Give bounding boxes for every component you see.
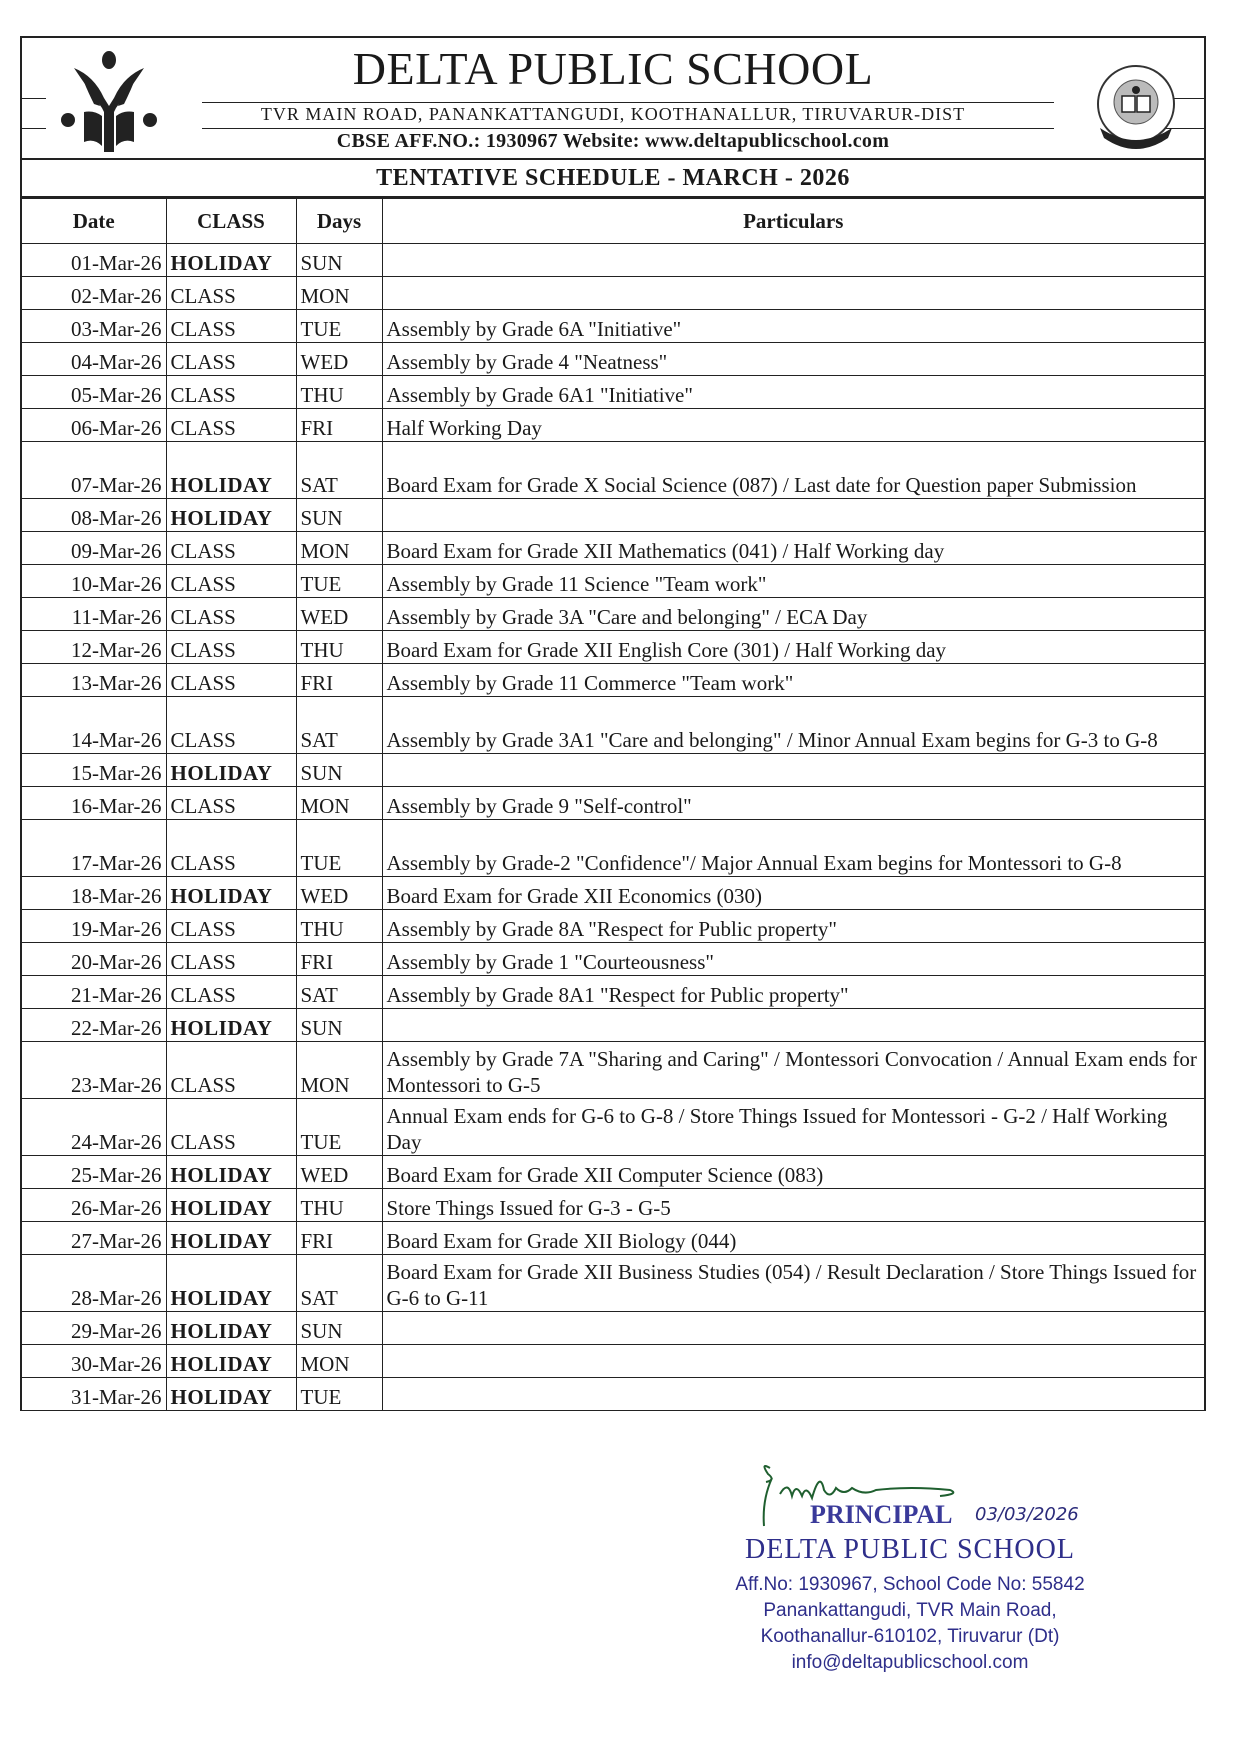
stamp-address-line1: Panankattangudi, TVR Main Road, — [763, 1600, 1057, 1621]
particulars-cell: Assembly by Grade 6A "Initiative" — [382, 310, 1204, 343]
particulars-cell: Half Working Day — [382, 409, 1204, 442]
date-cell: 01-Mar-26 — [22, 244, 166, 277]
date-cell: 18-Mar-26 — [22, 877, 166, 910]
column-header-particulars: Particulars — [382, 199, 1204, 244]
column-header-date: Date — [22, 199, 166, 244]
date-cell: 05-Mar-26 — [22, 376, 166, 409]
date-cell: 19-Mar-26 — [22, 910, 166, 943]
class-cell: HOLIDAY — [166, 442, 296, 499]
date-cell: 14-Mar-26 — [22, 697, 166, 754]
day-cell: SUN — [296, 244, 382, 277]
table-row — [22, 1189, 1204, 1222]
particulars-cell: Assembly by Grade 3A1 "Care and belonging" / Minor Annual Exam begins for G-3 to G-8 — [382, 697, 1204, 754]
table-row — [22, 1378, 1204, 1411]
day-cell: THU — [296, 1189, 382, 1222]
stamp-address-line2: Koothanallur-610102, Tiruvarur (Dt) — [760, 1626, 1060, 1647]
table-row — [22, 820, 1204, 877]
day-cell: MON — [296, 787, 382, 820]
table-row — [22, 565, 1204, 598]
date-cell: 20-Mar-26 — [22, 943, 166, 976]
date-cell: 13-Mar-26 — [22, 664, 166, 697]
cbse-seal-icon — [1090, 60, 1182, 152]
class-cell: CLASS — [166, 376, 296, 409]
class-cell: HOLIDAY — [166, 1255, 296, 1312]
table-row — [22, 754, 1204, 787]
table-row — [22, 277, 1204, 310]
particulars-cell: Board Exam for Grade XII Economics (030) — [382, 877, 1204, 910]
day-cell: THU — [296, 376, 382, 409]
table-row — [22, 877, 1204, 910]
class-cell: CLASS — [166, 1099, 296, 1156]
class-cell: CLASS — [166, 910, 296, 943]
day-cell: MON — [296, 1042, 382, 1099]
particulars-cell: Assembly by Grade 8A "Respect for Public property" — [382, 910, 1204, 943]
header-rule — [22, 128, 46, 129]
particulars-cell: Assembly by Grade-2 "Confidence"/ Major Annual Exam begins for Montessori to G-8 — [382, 820, 1204, 877]
table-row — [22, 532, 1204, 565]
class-cell: HOLIDAY — [166, 1222, 296, 1255]
class-cell: CLASS — [166, 409, 296, 442]
table-row — [22, 631, 1204, 664]
schedule-table — [22, 198, 1204, 1411]
table-row — [22, 1255, 1204, 1312]
header-rule — [202, 128, 1054, 129]
day-cell: SAT — [296, 697, 382, 754]
date-cell: 29-Mar-26 — [22, 1312, 166, 1345]
date-cell: 27-Mar-26 — [22, 1222, 166, 1255]
class-cell: CLASS — [166, 697, 296, 754]
class-cell: HOLIDAY — [166, 1345, 296, 1378]
particulars-cell: Annual Exam ends for G-6 to G-8 / Store Things Issued for Montessori - G-2 / Half Working Day — [382, 1099, 1204, 1156]
class-cell: HOLIDAY — [166, 1156, 296, 1189]
table-row — [22, 310, 1204, 343]
particulars-cell — [382, 244, 1204, 277]
column-header-days: Days — [296, 199, 382, 244]
particulars-cell: Store Things Issued for G-3 - G-5 — [382, 1189, 1204, 1222]
table-row — [22, 1222, 1204, 1255]
day-cell: MON — [296, 1345, 382, 1378]
table-header-row — [22, 199, 1204, 244]
particulars-cell — [382, 277, 1204, 310]
date-cell: 15-Mar-26 — [22, 754, 166, 787]
header-rule — [22, 98, 46, 99]
particulars-cell: Board Exam for Grade XII Computer Science (083) — [382, 1156, 1204, 1189]
table-row — [22, 409, 1204, 442]
class-cell: CLASS — [166, 787, 296, 820]
table-row — [22, 787, 1204, 820]
table-row — [22, 244, 1204, 277]
date-cell: 21-Mar-26 — [22, 976, 166, 1009]
particulars-cell — [382, 754, 1204, 787]
table-row — [22, 910, 1204, 943]
class-cell: CLASS — [166, 943, 296, 976]
particulars-cell: Assembly by Grade 7A "Sharing and Caring" / Montessori Convocation / Annual Exam ends for Montessori to G-5 — [382, 1042, 1204, 1099]
schedule-sheet — [20, 36, 1206, 1411]
class-cell: HOLIDAY — [166, 499, 296, 532]
date-cell: 24-Mar-26 — [22, 1099, 166, 1156]
column-header-class: CLASS — [166, 199, 296, 244]
particulars-cell: Assembly by Grade 9 "Self-control" — [382, 787, 1204, 820]
table-row — [22, 499, 1204, 532]
class-cell: CLASS — [166, 631, 296, 664]
day-cell: TUE — [296, 1378, 382, 1411]
class-cell: HOLIDAY — [166, 1312, 296, 1345]
day-cell: SAT — [296, 976, 382, 1009]
day-cell: SAT — [296, 1255, 382, 1312]
table-row — [22, 1042, 1204, 1099]
class-cell: CLASS — [166, 310, 296, 343]
affiliation-line: CBSE AFF.NO.: 1930967 Website: www.deltapublicschool.com — [336, 130, 890, 152]
class-cell: HOLIDAY — [166, 754, 296, 787]
day-cell: TUE — [296, 565, 382, 598]
date-cell: 08-Mar-26 — [22, 499, 166, 532]
date-cell: 07-Mar-26 — [22, 442, 166, 499]
particulars-cell — [382, 1009, 1204, 1042]
stamp-email: info@deltapublicschool.com — [791, 1652, 1029, 1673]
date-cell: 22-Mar-26 — [22, 1009, 166, 1042]
table-row — [22, 1009, 1204, 1042]
class-cell: HOLIDAY — [166, 1189, 296, 1222]
table-row — [22, 442, 1204, 499]
class-cell: CLASS — [166, 565, 296, 598]
stamp-school-name: DELTA PUBLIC SCHOOL — [745, 1534, 1075, 1565]
letterhead — [22, 38, 1204, 160]
day-cell: SUN — [296, 754, 382, 787]
class-cell: HOLIDAY — [166, 1378, 296, 1411]
day-cell: THU — [296, 631, 382, 664]
day-cell: FRI — [296, 409, 382, 442]
particulars-cell: Assembly by Grade 3A "Care and belonging" / ECA Day — [382, 598, 1204, 631]
date-cell: 09-Mar-26 — [22, 532, 166, 565]
date-cell: 12-Mar-26 — [22, 631, 166, 664]
table-row — [22, 1312, 1204, 1345]
class-cell: CLASS — [166, 976, 296, 1009]
date-cell: 11-Mar-26 — [22, 598, 166, 631]
particulars-cell: Assembly by Grade 1 "Courteousness" — [382, 943, 1204, 976]
particulars-cell — [382, 1378, 1204, 1411]
day-cell: WED — [296, 1156, 382, 1189]
date-cell: 26-Mar-26 — [22, 1189, 166, 1222]
day-cell: FRI — [296, 664, 382, 697]
day-cell: WED — [296, 598, 382, 631]
date-cell: 10-Mar-26 — [22, 565, 166, 598]
table-row — [22, 1156, 1204, 1189]
table-row — [22, 943, 1204, 976]
day-cell: MON — [296, 532, 382, 565]
day-cell: MON — [296, 277, 382, 310]
particulars-cell: Assembly by Grade 11 Science "Team work" — [382, 565, 1204, 598]
stamp-affiliation: Aff.No: 1930967, School Code No: 55842 — [735, 1574, 1085, 1595]
day-cell: FRI — [296, 1222, 382, 1255]
class-cell: CLASS — [166, 598, 296, 631]
date-cell: 03-Mar-26 — [22, 310, 166, 343]
particulars-cell: Assembly by Grade 6A1 "Initiative" — [382, 376, 1204, 409]
schedule-title: TENTATIVE SCHEDULE - MARCH - 2026 — [22, 160, 1204, 198]
date-cell: 06-Mar-26 — [22, 409, 166, 442]
day-cell: THU — [296, 910, 382, 943]
date-cell: 25-Mar-26 — [22, 1156, 166, 1189]
particulars-cell: Assembly by Grade 8A1 "Respect for Public property" — [382, 976, 1204, 1009]
date-cell: 04-Mar-26 — [22, 343, 166, 376]
class-cell: CLASS — [166, 343, 296, 376]
particulars-cell: Board Exam for Grade XII Biology (044) — [382, 1222, 1204, 1255]
day-cell: SUN — [296, 1312, 382, 1345]
header-rule — [202, 102, 1054, 103]
day-cell: WED — [296, 343, 382, 376]
class-cell: CLASS — [166, 1042, 296, 1099]
table-row — [22, 1099, 1204, 1156]
particulars-cell: Assembly by Grade 11 Commerce "Team work" — [382, 664, 1204, 697]
principal-title: PRINCIPAL — [810, 1500, 953, 1529]
table-row — [22, 976, 1204, 1009]
day-cell: SAT — [296, 442, 382, 499]
particulars-cell: Board Exam for Grade XII Mathematics (041) / Half Working day — [382, 532, 1204, 565]
particulars-cell: Assembly by Grade 4 "Neatness" — [382, 343, 1204, 376]
class-cell: CLASS — [166, 277, 296, 310]
particulars-cell: Board Exam for Grade XII Business Studies (054) / Result Declaration / Store Things Issued for G-6 to G-11 — [382, 1255, 1204, 1312]
day-cell: SUN — [296, 499, 382, 532]
date-cell: 02-Mar-26 — [22, 277, 166, 310]
signed-date: 03/03/2026 — [975, 1504, 1079, 1525]
date-cell: 31-Mar-26 — [22, 1378, 166, 1411]
table-row — [22, 598, 1204, 631]
date-cell: 28-Mar-26 — [22, 1255, 166, 1312]
class-cell: HOLIDAY — [166, 877, 296, 910]
day-cell: SUN — [296, 1009, 382, 1042]
class-cell: HOLIDAY — [166, 244, 296, 277]
table-row — [22, 664, 1204, 697]
particulars-cell — [382, 1345, 1204, 1378]
day-cell: WED — [296, 877, 382, 910]
day-cell: TUE — [296, 820, 382, 877]
date-cell: 16-Mar-26 — [22, 787, 166, 820]
school-address: TVR MAIN ROAD, PANANKATTANGUDI, KOOTHANALLUR, TIRUVARUR-DIST — [260, 104, 966, 124]
day-cell: TUE — [296, 1099, 382, 1156]
day-cell: TUE — [296, 310, 382, 343]
class-cell: HOLIDAY — [166, 1009, 296, 1042]
date-cell: 23-Mar-26 — [22, 1042, 166, 1099]
school-name: DELTA PUBLIC SCHOOL — [352, 43, 874, 94]
class-cell: CLASS — [166, 664, 296, 697]
day-cell: FRI — [296, 943, 382, 976]
particulars-cell — [382, 499, 1204, 532]
table-row — [22, 1345, 1204, 1378]
particulars-cell: Board Exam for Grade XII English Core (301) / Half Working day — [382, 631, 1204, 664]
class-cell: CLASS — [166, 532, 296, 565]
table-row — [22, 697, 1204, 754]
table-row — [22, 343, 1204, 376]
table-row — [22, 376, 1204, 409]
date-cell: 30-Mar-26 — [22, 1345, 166, 1378]
class-cell: CLASS — [166, 820, 296, 877]
date-cell: 17-Mar-26 — [22, 820, 166, 877]
particulars-cell: Board Exam for Grade X Social Science (087) / Last date for Question paper Submission — [382, 442, 1204, 499]
particulars-cell — [382, 1312, 1204, 1345]
